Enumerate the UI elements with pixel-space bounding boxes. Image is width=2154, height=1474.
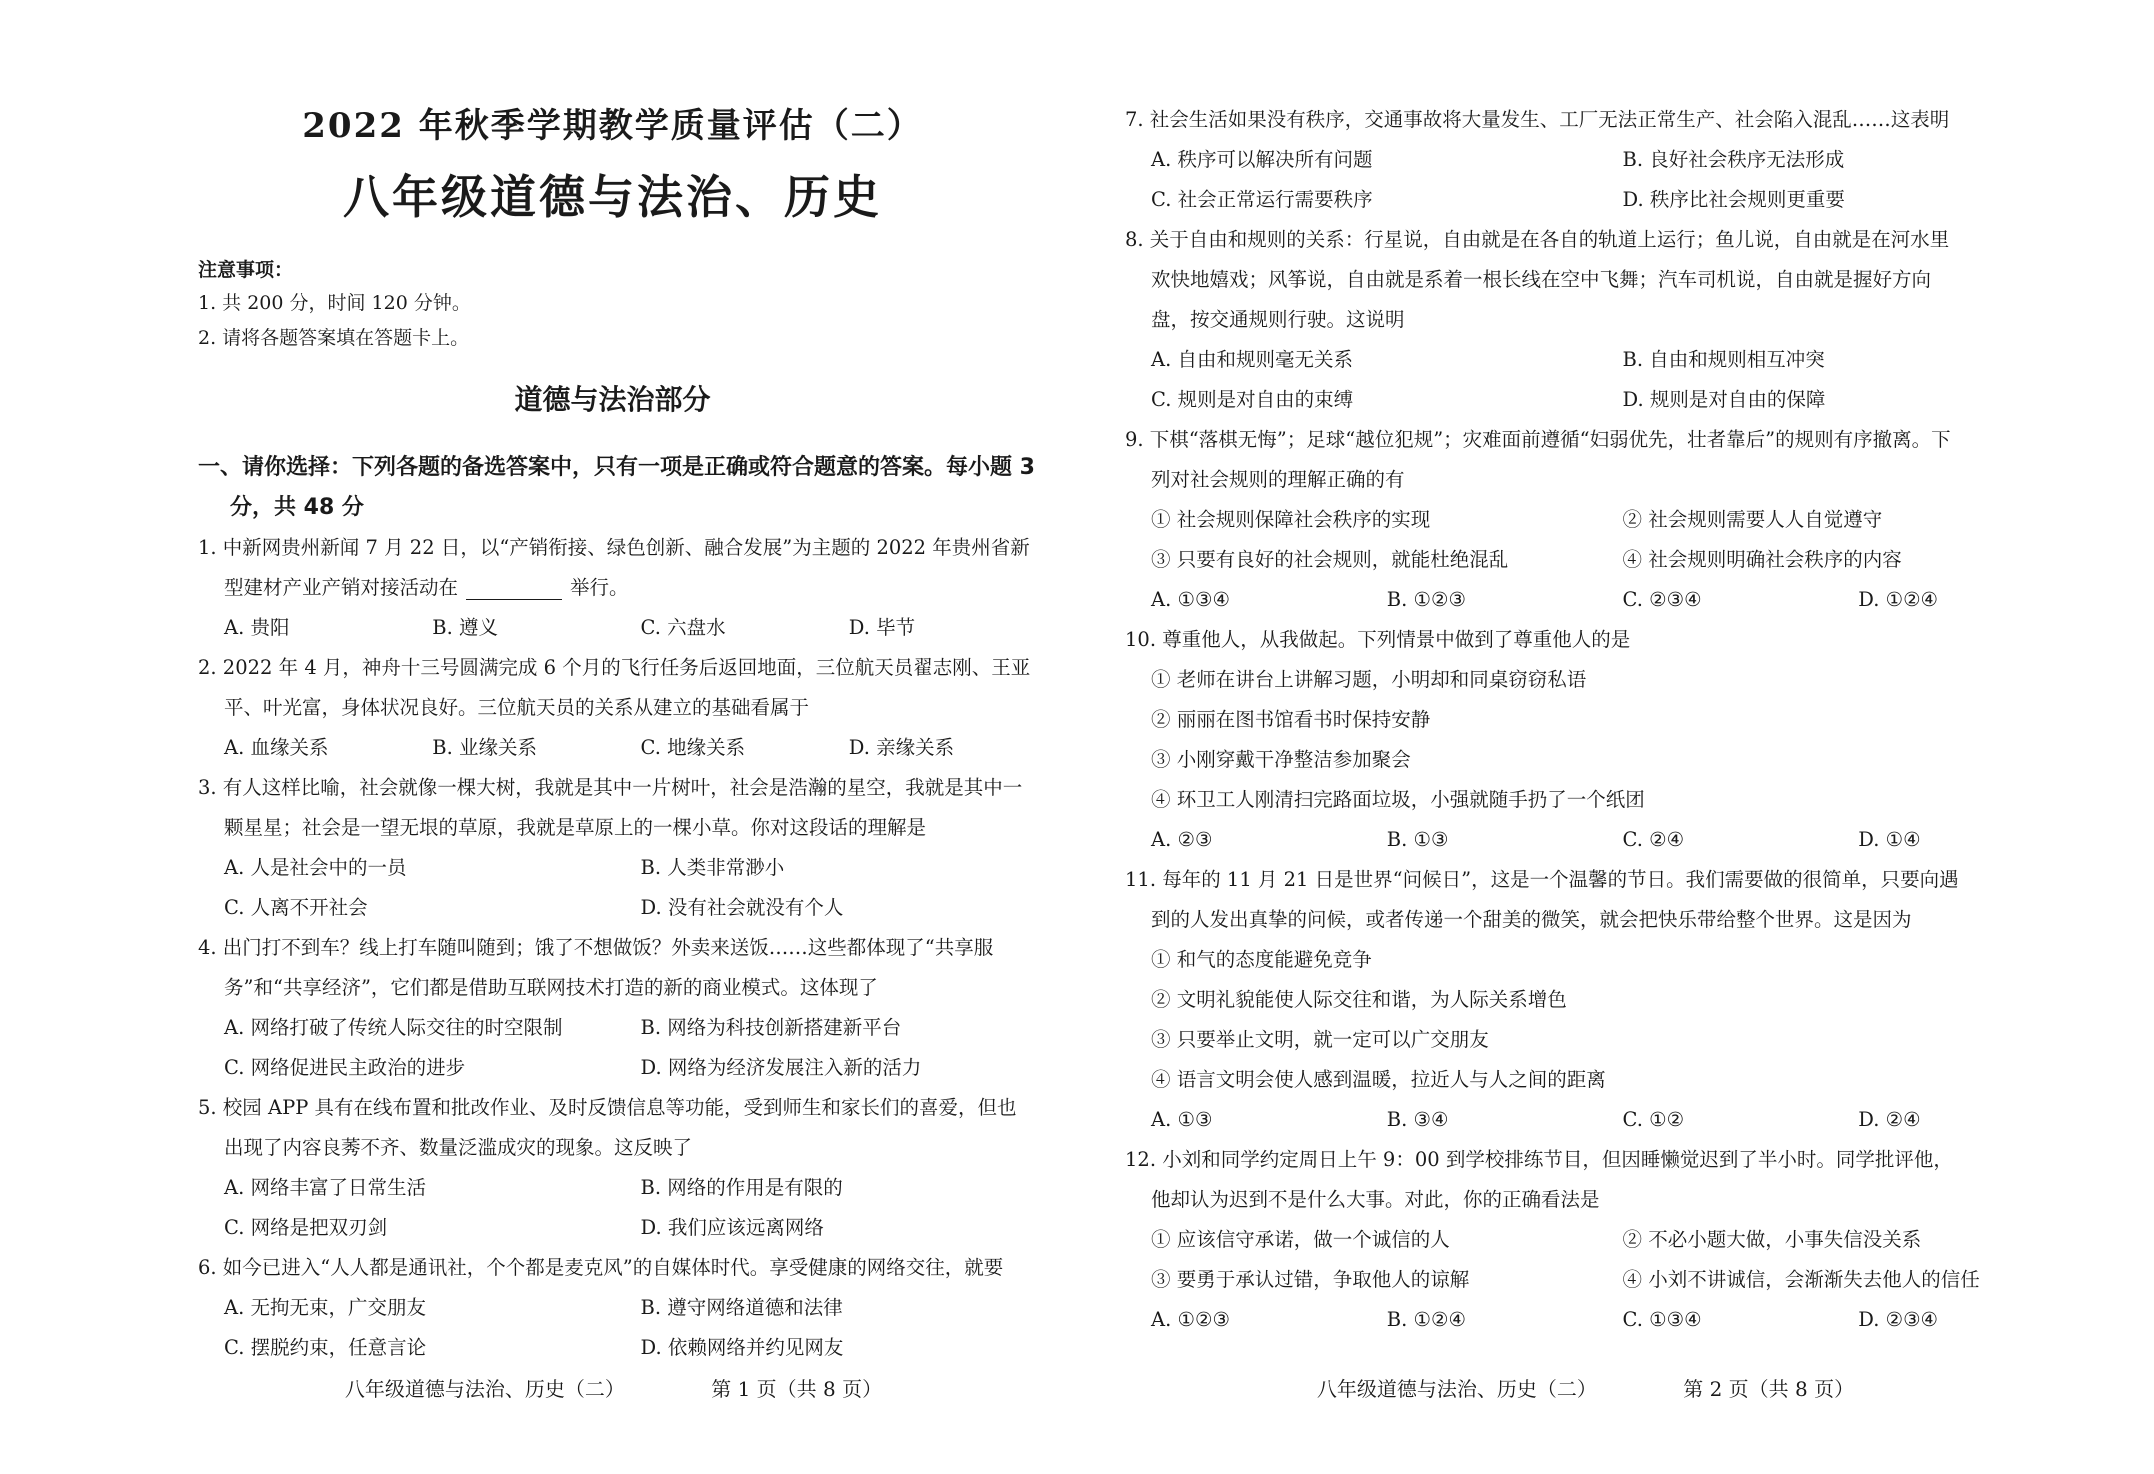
option-c: C. 人离不开社会: [224, 896, 368, 919]
statement-2: ② 不必小题大做，小事失信没关系: [1622, 1228, 1922, 1251]
question-7: [1125, 100, 2094, 220]
statement-3: ③ 只要有良好的社会规则，就能杜绝混乱: [1151, 548, 1509, 571]
option-c: C. ②③④: [1622, 588, 1702, 611]
option-c: C. ②④: [1622, 828, 1685, 851]
question-9: [1125, 420, 2094, 620]
option-b: B. ①②③: [1386, 588, 1466, 611]
statements: [1125, 1260, 2094, 1300]
option-d: D. 毕节: [848, 616, 916, 639]
option-a: A. 自由和规则毫无关系: [1151, 348, 1353, 371]
options: [198, 1048, 1057, 1088]
options: [1125, 340, 2094, 380]
statement-4: ④ 小刘不讲诚信，会渐渐失去他人的信任: [1622, 1268, 1980, 1291]
options: [198, 728, 1057, 768]
question-text: 平、叶光富，身体状况良好。三位航天员的关系从建立的基础看属于: [224, 696, 810, 719]
statement-3: ③ 要勇于承认过错，争取他人的谅解: [1151, 1268, 1470, 1291]
option-d: D. 秩序比社会规则更重要: [1622, 188, 1845, 211]
option-d: D. 网络为经济发展注入新的活力: [640, 1056, 922, 1079]
question-text: 7. 社会生活如果没有秩序，交通事故将大量发生、工厂无法正常生产、社会陷入混乱……这表明: [1125, 108, 1950, 131]
option-b: B. 网络为科技创新搭建新平台: [640, 1016, 902, 1039]
option-d: D. ②④: [1858, 1108, 1921, 1131]
statement-2: ② 文明礼貌能使人际交往和谐，为人际关系增色: [1151, 988, 1567, 1011]
option-a: A. 贵阳: [224, 616, 290, 639]
option-b: B. 遵守网络道德和法律: [640, 1296, 843, 1319]
question-4: [198, 928, 1057, 1088]
section-title: 道德与法治部分: [514, 383, 711, 416]
question-text: 颗星星；社会是一望无垠的草原，我就是草原上的一棵小草。你对这段话的理解是: [224, 816, 927, 839]
footer-exam-name: 八年级道德与法治、历史（二）: [1316, 1377, 1597, 1401]
option-a: A. ①②③: [1151, 1308, 1230, 1331]
page-footer: [1077, 1373, 2154, 1402]
question-text: 出现了内容良莠不齐、数量泛滥成灾的现象。这反映了: [224, 1136, 693, 1159]
option-d: D. 规则是对自由的保障: [1622, 388, 1826, 411]
note-1: 1. 共 200 分，时间 120 分钟。: [198, 292, 471, 314]
option-a: A. ②③: [1151, 828, 1213, 851]
notes-title: 注意事项：: [198, 259, 294, 281]
option-b: B. 网络的作用是有限的: [640, 1176, 843, 1199]
exam-title: 2022 年秋季学期教学质量评估（二）: [302, 106, 923, 146]
options: [198, 1288, 1057, 1328]
options: [198, 888, 1057, 928]
question-text: 3. 有人这样比喻，社会就像一棵大树，我就是其中一片树叶，社会是浩瀚的星空，我就是其中一: [198, 776, 1023, 799]
statement-3: ③ 小刚穿戴干净整洁参加聚会: [1151, 748, 1411, 771]
question-text: [198, 568, 1057, 608]
option-c: C. ①②: [1622, 1108, 1685, 1131]
option-c: C. 网络促进民主政治的进步: [224, 1056, 466, 1079]
options: [1125, 1100, 2094, 1140]
option-c: C. 摆脱约束，任意言论: [224, 1336, 427, 1359]
option-b: B. 遵义: [432, 616, 498, 639]
statement-4: ④ 语言文明会使人感到温暖，拉近人与人之间的距离: [1151, 1068, 1606, 1091]
options: [198, 608, 1057, 648]
option-d: D. 没有社会就没有个人: [640, 896, 844, 919]
question-11: [1125, 860, 2094, 1140]
part-title-line2: 分，共 48 分: [230, 495, 364, 520]
question-text-part: 举行。: [570, 576, 629, 599]
option-a: A. 秩序可以解决所有问题: [1151, 148, 1373, 171]
question-2: [198, 648, 1057, 768]
question-text: 11. 每年的 11 月 21 日是世界“问候日”，这是一个温馨的节日。我们需要做的很简单，只要向遇: [1125, 868, 1959, 891]
footer-page-number: 第 2 页（共 8 页）: [1683, 1377, 1855, 1401]
page-footer: [0, 1373, 1077, 1402]
option-b: B. 业缘关系: [432, 736, 537, 759]
option-b: B. 自由和规则相互冲突: [1622, 348, 1825, 371]
option-c: C. 规则是对自由的束缚: [1151, 388, 1354, 411]
option-d: D. 依赖网络并约见网友: [640, 1336, 844, 1359]
note-2: 2. 请将各题答案填在答题卡上。: [198, 327, 470, 349]
options: [198, 1008, 1057, 1048]
options: [198, 1168, 1057, 1208]
footer-exam-name: 八年级道德与法治、历史（二）: [344, 1377, 625, 1401]
options: [1125, 820, 2094, 860]
options: [198, 848, 1057, 888]
statement-1: ① 老师在讲台上讲解习题，小明却和同桌窃窃私语: [1151, 668, 1587, 691]
option-c: C. 社会正常运行需要秩序: [1151, 188, 1373, 211]
question-text: 欢快地嬉戏；风筝说，自由就是系着一根长线在空中飞舞；汽车司机说，自由就是握好方向: [1151, 268, 1932, 291]
question-text: 12. 小刘和同学约定周日上午 9：00 到学校排练节目，但因睡懒觉迟到了半小时。同学批评他，: [1125, 1148, 1953, 1171]
statement-1: ① 和气的态度能避免竞争: [1151, 948, 1372, 971]
option-c: C. 地缘关系: [640, 736, 746, 759]
footer-page-number: 第 1 页（共 8 页）: [711, 1377, 883, 1401]
option-a: A. 网络打破了传统人际交往的时空限制: [224, 1016, 563, 1039]
question-1: [198, 528, 1057, 648]
statements: [1125, 500, 2094, 540]
statement-3: ③ 只要举止文明，就一定可以广交朋友: [1151, 1028, 1489, 1051]
question-text: 2. 2022 年 4 月，神舟十三号圆满完成 6 个月的飞行任务后返回地面，三位航天员翟志刚、王亚: [198, 656, 1031, 679]
option-d: D. ①④: [1858, 828, 1921, 851]
question-8: [1125, 220, 2094, 420]
option-a: A. ①③④: [1151, 588, 1230, 611]
option-d: D. ①②④: [1858, 588, 1939, 611]
question-3: [198, 768, 1057, 928]
part-title-line1: 一、请你选择：下列各题的备选答案中，只有一项是正确或符合题意的答案。每小题 3: [198, 455, 1035, 480]
option-c: C. ①③④: [1622, 1308, 1702, 1331]
option-d: D. 我们应该远离网络: [640, 1216, 824, 1239]
question-text: 务”和“共享经济”，它们都是借助互联网技术打造的新的商业模式。这体现了: [224, 976, 878, 999]
question-text: 9. 下棋“落棋无悔”；足球“越位犯规”；灾难面前遵循“妇弱优先，壮者靠后”的规则有序撤离。下: [1125, 428, 1951, 451]
question-text: 4. 出门打不到车？线上打车随叫随到；饿了不想做饭？外卖来送饭……这些都体现了“共享服: [198, 936, 994, 959]
option-b: B. 人类非常渺小: [640, 856, 785, 879]
option-b: B. ①②④: [1386, 1308, 1466, 1331]
option-c: C. 六盘水: [640, 616, 726, 639]
option-a: A. 人是社会中的一员: [224, 856, 407, 879]
question-text-part: 型建材产业产销对接活动在: [224, 576, 459, 599]
options: [198, 1328, 1057, 1368]
question-text: 10. 尊重他人，从我做起。下列情景中做到了尊重他人的是: [1125, 628, 1631, 651]
options: [1125, 140, 2094, 180]
question-text: 1. 中新网贵州新闻 7 月 22 日，以“产销衔接、绿色创新、融合发展”为主题的 2022 年贵州省新: [198, 536, 1030, 559]
question-text: 列对社会规则的理解正确的有: [1151, 468, 1405, 491]
exam-page-2: [1077, 0, 2154, 1474]
option-a: A. ①③: [1151, 1108, 1213, 1131]
question-text: 8. 关于自由和规则的关系：行星说，自由就是在各自的轨道上运行；鱼儿说，自由就是在河水里: [1125, 228, 1950, 251]
option-b: B. ③④: [1386, 1108, 1449, 1131]
exam-subtitle: 八年级道德与法治、历史: [343, 170, 882, 224]
options: [1125, 580, 2094, 620]
statement-1: ① 社会规则保障社会秩序的实现: [1151, 508, 1431, 531]
part-title: [198, 448, 1057, 528]
options: [198, 1208, 1057, 1248]
statements: [1125, 540, 2094, 580]
statement-4: ④ 环卫工人刚清扫完路面垃圾，小强就随手扔了一个纸团: [1151, 788, 1645, 811]
option-a: A. 网络丰富了日常生活: [224, 1176, 426, 1199]
options: [1125, 180, 2094, 220]
option-b: B. 良好社会秩序无法形成: [1622, 148, 1845, 171]
option-d: D. ②③④: [1858, 1308, 1939, 1331]
question-5: [198, 1088, 1057, 1248]
statements: [1125, 1220, 2094, 1260]
question-12: [1125, 1140, 2094, 1340]
option-d: D. 亲缘关系: [848, 736, 955, 759]
option-a: A. 无拘无束，广交朋友: [224, 1296, 426, 1319]
statement-4: ④ 社会规则明确社会秩序的内容: [1622, 548, 1902, 571]
options: [1125, 1300, 2094, 1340]
question-text: 盘，按交通规则行驶。这说明: [1151, 308, 1405, 331]
question-6: [198, 1248, 1057, 1368]
statement-1: ① 应该信守承诺，做一个诚信的人: [1151, 1228, 1450, 1251]
statement-2: ② 社会规则需要人人自觉遵守: [1622, 508, 1883, 531]
question-text: 他却认为迟到不是什么大事。对此，你的正确看法是: [1151, 1188, 1600, 1211]
option-c: C. 网络是把双刃剑: [224, 1216, 388, 1239]
options: [1125, 380, 2094, 420]
question-text: 到的人发出真挚的问候，或者传递一个甜美的微笑，就会把快乐带给整个世界。这是因为: [1151, 908, 1912, 931]
statement-2: ② 丽丽在图书馆看书时保持安静: [1151, 708, 1431, 731]
answer-blank: [466, 577, 562, 600]
option-a: A. 血缘关系: [224, 736, 329, 759]
question-text: 5. 校园 APP 具有在线布置和批改作业、及时反馈信息等功能，受到师生和家长们的喜爱，但也: [198, 1096, 1017, 1119]
option-b: B. ①③: [1386, 828, 1449, 851]
question-text: 6. 如今已进入“人人都是通讯社，个个都是麦克风”的自媒体时代。享受健康的网络交往，就要: [198, 1256, 1004, 1279]
question-10: [1125, 620, 2094, 860]
